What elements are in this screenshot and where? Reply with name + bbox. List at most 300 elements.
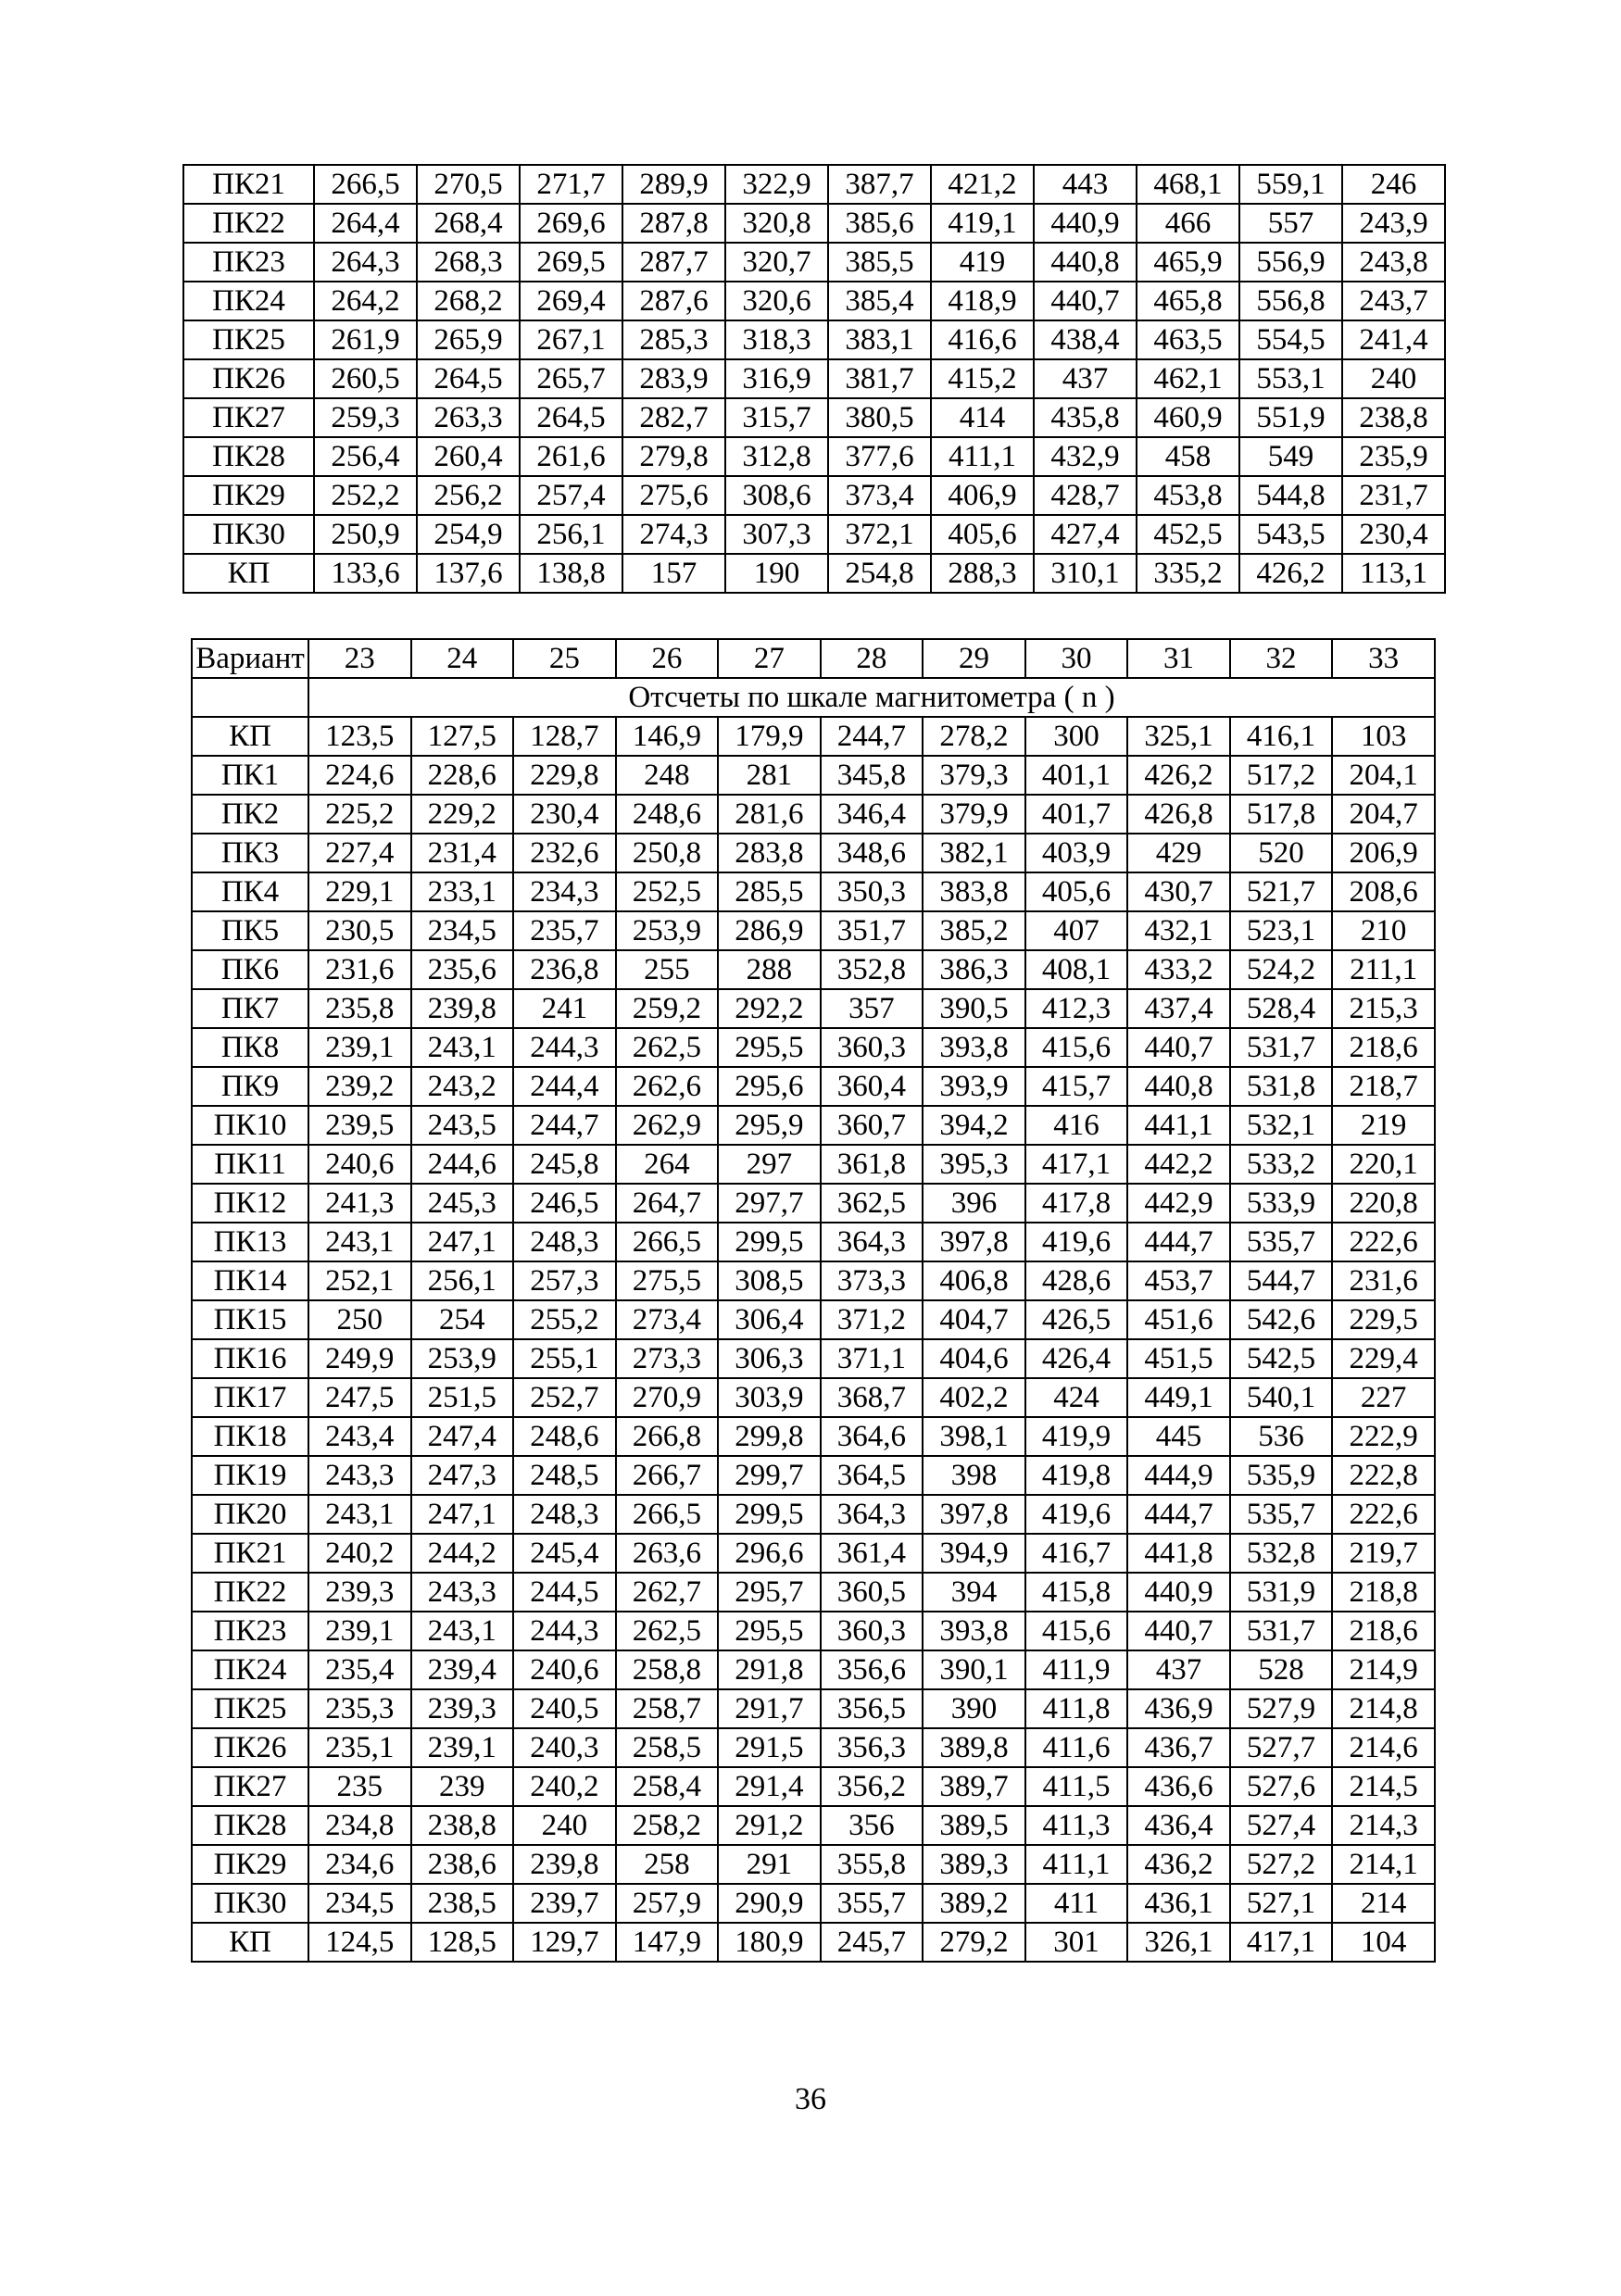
- reading-cell: 303,9: [718, 1378, 821, 1417]
- reading-cell: 465,9: [1137, 243, 1239, 282]
- reading-cell: 437: [1034, 359, 1137, 398]
- reading-cell: 411,9: [1025, 1650, 1128, 1689]
- table-row: [192, 1067, 1435, 1106]
- reading-cell: 250: [308, 1300, 411, 1339]
- reading-cell: 417,8: [1025, 1184, 1128, 1223]
- reading-cell: 398,1: [923, 1417, 1025, 1456]
- reading-cell: 419,6: [1025, 1495, 1128, 1534]
- reading-cell: 269,5: [520, 243, 622, 282]
- reading-cell: 262,7: [616, 1573, 719, 1612]
- reading-cell: 239,3: [308, 1573, 411, 1612]
- reading-cell: 352,8: [821, 950, 924, 989]
- station-label: ПК26: [183, 359, 314, 398]
- reading-cell: 527,4: [1230, 1806, 1333, 1845]
- station-label: ПК30: [183, 515, 314, 554]
- table-row: [192, 1573, 1435, 1612]
- reading-cell: 246,5: [513, 1184, 616, 1223]
- table-row: [183, 243, 1445, 282]
- reading-cell: 312,8: [725, 437, 828, 476]
- reading-cell: 299,8: [718, 1417, 821, 1456]
- reading-cell: 274,3: [622, 515, 725, 554]
- reading-cell: 360,3: [821, 1612, 924, 1650]
- reading-cell: 533,9: [1230, 1184, 1333, 1223]
- reading-cell: 287,8: [622, 204, 725, 243]
- reading-cell: 428,7: [1034, 476, 1137, 515]
- station-label: ПК23: [183, 243, 314, 282]
- table-row: [192, 989, 1435, 1028]
- station-label: ПК28: [183, 437, 314, 476]
- reading-cell: 129,7: [513, 1923, 616, 1962]
- reading-cell: 368,7: [821, 1378, 924, 1417]
- reading-cell: 451,5: [1127, 1339, 1230, 1378]
- reading-cell: 224,6: [308, 756, 411, 795]
- reading-cell: 401,7: [1025, 795, 1128, 834]
- reading-cell: 238,5: [411, 1884, 514, 1923]
- reading-cell: 244,7: [821, 717, 924, 756]
- station-label: ПК24: [192, 1650, 308, 1689]
- reading-cell: 238,6: [411, 1845, 514, 1884]
- reading-cell: 243,1: [411, 1028, 514, 1067]
- reading-cell: 360,7: [821, 1106, 924, 1145]
- reading-cell: 157: [622, 554, 725, 593]
- reading-cell: 444,7: [1127, 1495, 1230, 1534]
- reading-cell: 247,3: [411, 1456, 514, 1495]
- reading-cell: 553,1: [1239, 359, 1342, 398]
- reading-cell: 536: [1230, 1417, 1333, 1456]
- reading-cell: 398: [923, 1456, 1025, 1495]
- reading-cell: 204,1: [1332, 756, 1435, 795]
- reading-cell: 234,5: [308, 1884, 411, 1923]
- table-row: [192, 1689, 1435, 1728]
- reading-cell: 239: [411, 1767, 514, 1806]
- table-row: [192, 1106, 1435, 1145]
- reading-cell: 445: [1127, 1417, 1230, 1456]
- reading-cell: 360,4: [821, 1067, 924, 1106]
- reading-cell: 362,5: [821, 1184, 924, 1223]
- reading-cell: 379,9: [923, 795, 1025, 834]
- reading-cell: 261,9: [314, 320, 417, 359]
- reading-cell: 291,5: [718, 1728, 821, 1767]
- reading-cell: 244,5: [513, 1573, 616, 1612]
- reading-cell: 535,7: [1230, 1495, 1333, 1534]
- page-number: 36: [795, 2082, 826, 2116]
- reading-cell: 301: [1025, 1923, 1128, 1962]
- reading-cell: 373,3: [821, 1261, 924, 1300]
- reading-cell: 364,3: [821, 1223, 924, 1261]
- reading-cell: 315,7: [725, 398, 828, 437]
- reading-cell: 241,3: [308, 1184, 411, 1223]
- reading-cell: 426,8: [1127, 795, 1230, 834]
- reading-cell: 241: [513, 989, 616, 1028]
- reading-cell: 320,7: [725, 243, 828, 282]
- reading-cell: 517,8: [1230, 795, 1333, 834]
- reading-cell: 243,4: [308, 1417, 411, 1456]
- station-label: ПК4: [192, 872, 308, 911]
- reading-cell: 264: [616, 1145, 719, 1184]
- reading-cell: 554,5: [1239, 320, 1342, 359]
- variant-number: 33: [1332, 639, 1435, 678]
- reading-cell: 436,4: [1127, 1806, 1230, 1845]
- table-row: [192, 795, 1435, 834]
- reading-cell: 258,4: [616, 1767, 719, 1806]
- reading-cell: 383,1: [828, 320, 931, 359]
- reading-cell: 249,9: [308, 1339, 411, 1378]
- reading-cell: 239,1: [308, 1028, 411, 1067]
- station-label: ПК11: [192, 1145, 308, 1184]
- station-label: КП: [183, 554, 314, 593]
- reading-cell: 411: [1025, 1884, 1128, 1923]
- reading-cell: 380,5: [828, 398, 931, 437]
- reading-cell: 438,4: [1034, 320, 1137, 359]
- table-row: [183, 398, 1445, 437]
- reading-cell: 345,8: [821, 756, 924, 795]
- reading-cell: 426,4: [1025, 1339, 1128, 1378]
- reading-cell: 350,3: [821, 872, 924, 911]
- table-row: [192, 1145, 1435, 1184]
- reading-cell: 257,9: [616, 1884, 719, 1923]
- reading-cell: 296,6: [718, 1534, 821, 1573]
- reading-cell: 295,7: [718, 1573, 821, 1612]
- reading-cell: 335,2: [1137, 554, 1239, 593]
- reading-cell: 419,6: [1025, 1223, 1128, 1261]
- reading-cell: 218,8: [1332, 1573, 1435, 1612]
- table-row: [192, 1767, 1435, 1806]
- reading-cell: 281: [718, 756, 821, 795]
- reading-cell: 281,6: [718, 795, 821, 834]
- reading-cell: 435,8: [1034, 398, 1137, 437]
- reading-cell: 415,8: [1025, 1573, 1128, 1612]
- table-row: [192, 756, 1435, 795]
- reading-cell: 258,2: [616, 1806, 719, 1845]
- reading-cell: 127,5: [411, 717, 514, 756]
- reading-cell: 411,6: [1025, 1728, 1128, 1767]
- reading-cell: 288: [718, 950, 821, 989]
- reading-cell: 415,7: [1025, 1067, 1128, 1106]
- reading-cell: 300: [1025, 717, 1128, 756]
- station-label: ПК29: [183, 476, 314, 515]
- reading-cell: 264,3: [314, 243, 417, 282]
- station-label: ПК5: [192, 911, 308, 950]
- reading-cell: 279,8: [622, 437, 725, 476]
- reading-cell: 235,8: [308, 989, 411, 1028]
- table-row: [183, 165, 1445, 204]
- reading-cell: 316,9: [725, 359, 828, 398]
- reading-cell: 535,9: [1230, 1456, 1333, 1495]
- reading-cell: 268,4: [417, 204, 520, 243]
- reading-cell: 356,2: [821, 1767, 924, 1806]
- reading-cell: 243,1: [411, 1612, 514, 1650]
- reading-cell: 260,4: [417, 437, 520, 476]
- reading-cell: 287,7: [622, 243, 725, 282]
- reading-cell: 527,6: [1230, 1767, 1333, 1806]
- reading-cell: 243,5: [411, 1106, 514, 1145]
- reading-cell: 373,4: [828, 476, 931, 515]
- reading-cell: 229,2: [411, 795, 514, 834]
- reading-cell: 310,1: [1034, 554, 1137, 593]
- reading-cell: 415,6: [1025, 1612, 1128, 1650]
- station-label: ПК23: [192, 1612, 308, 1650]
- reading-cell: 283,8: [718, 834, 821, 872]
- reading-cell: 458: [1137, 437, 1239, 476]
- reading-cell: 264,5: [520, 398, 622, 437]
- reading-cell: 259,3: [314, 398, 417, 437]
- reading-cell: 295,6: [718, 1067, 821, 1106]
- reading-cell: 243,1: [308, 1495, 411, 1534]
- reading-cell: 265,7: [520, 359, 622, 398]
- reading-cell: 244,7: [513, 1106, 616, 1145]
- reading-cell: 235,3: [308, 1689, 411, 1728]
- reading-cell: 559,1: [1239, 165, 1342, 204]
- table-row: [192, 950, 1435, 989]
- reading-cell: 356,6: [821, 1650, 924, 1689]
- table-row: [192, 1806, 1435, 1845]
- reading-cell: 286,9: [718, 911, 821, 950]
- reading-cell: 401,1: [1025, 756, 1128, 795]
- reading-cell: 222,8: [1332, 1456, 1435, 1495]
- reading-cell: 234,8: [308, 1806, 411, 1845]
- reading-cell: 138,8: [520, 554, 622, 593]
- reading-cell: 404,6: [923, 1339, 1025, 1378]
- reading-cell: 299,7: [718, 1456, 821, 1495]
- reading-cell: 444,9: [1127, 1456, 1230, 1495]
- station-label: ПК28: [192, 1806, 308, 1845]
- reading-cell: 210: [1332, 911, 1435, 950]
- reading-cell: 397,8: [923, 1495, 1025, 1534]
- reading-cell: 389,2: [923, 1884, 1025, 1923]
- reading-cell: 320,8: [725, 204, 828, 243]
- variant-number: 32: [1230, 639, 1333, 678]
- reading-cell: 239,2: [308, 1067, 411, 1106]
- reading-cell: 214,5: [1332, 1767, 1435, 1806]
- reading-cell: 214,9: [1332, 1650, 1435, 1689]
- reading-cell: 235,9: [1342, 437, 1445, 476]
- reading-cell: 463,5: [1137, 320, 1239, 359]
- reading-cell: 551,9: [1239, 398, 1342, 437]
- reading-cell: 236,8: [513, 950, 616, 989]
- reading-cell: 255,2: [513, 1300, 616, 1339]
- reading-cell: 415,6: [1025, 1028, 1128, 1067]
- reading-cell: 364,3: [821, 1495, 924, 1534]
- table-row: [192, 834, 1435, 872]
- reading-cell: 412,3: [1025, 989, 1128, 1028]
- variant-number: 25: [513, 639, 616, 678]
- station-label: ПК16: [192, 1339, 308, 1378]
- reading-cell: 220,8: [1332, 1184, 1435, 1223]
- reading-cell: 247,4: [411, 1417, 514, 1456]
- reading-cell: 433,2: [1127, 950, 1230, 989]
- reading-cell: 248,6: [513, 1417, 616, 1456]
- reading-cell: 405,6: [931, 515, 1034, 554]
- reading-cell: 218,6: [1332, 1612, 1435, 1650]
- reading-cell: 275,5: [616, 1261, 719, 1300]
- table-row: [192, 1534, 1435, 1573]
- reading-cell: 228,6: [411, 756, 514, 795]
- station-label: ПК7: [192, 989, 308, 1028]
- reading-cell: 417,1: [1025, 1145, 1128, 1184]
- reading-cell: 245,7: [821, 1923, 924, 1962]
- reading-cell: 432,9: [1034, 437, 1137, 476]
- reading-cell: 389,8: [923, 1728, 1025, 1767]
- reading-cell: 128,7: [513, 717, 616, 756]
- reading-cell: 520: [1230, 834, 1333, 872]
- reading-cell: 240,6: [308, 1145, 411, 1184]
- reading-cell: 441,1: [1127, 1106, 1230, 1145]
- reading-cell: 264,2: [314, 282, 417, 320]
- reading-cell: 261,6: [520, 437, 622, 476]
- reading-cell: 360,3: [821, 1028, 924, 1067]
- reading-cell: 244,6: [411, 1145, 514, 1184]
- station-label: ПК18: [192, 1417, 308, 1456]
- reading-cell: 371,1: [821, 1339, 924, 1378]
- reading-cell: 262,9: [616, 1106, 719, 1145]
- reading-cell: 247,1: [411, 1495, 514, 1534]
- reading-cell: 243,9: [1342, 204, 1445, 243]
- reading-cell: 440,7: [1034, 282, 1137, 320]
- reading-cell: 348,6: [821, 834, 924, 872]
- reading-cell: 426,5: [1025, 1300, 1128, 1339]
- reading-cell: 251,5: [411, 1378, 514, 1417]
- reading-cell: 248,3: [513, 1223, 616, 1261]
- reading-cell: 244,2: [411, 1534, 514, 1573]
- reading-cell: 257,3: [513, 1261, 616, 1300]
- reading-cell: 289,9: [622, 165, 725, 204]
- reading-cell: 266,5: [314, 165, 417, 204]
- reading-cell: 411,1: [1025, 1845, 1128, 1884]
- reading-cell: 440,9: [1127, 1573, 1230, 1612]
- reading-cell: 269,6: [520, 204, 622, 243]
- reading-cell: 531,8: [1230, 1067, 1333, 1106]
- variant-number: 26: [616, 639, 719, 678]
- reading-cell: 137,6: [417, 554, 520, 593]
- reading-cell: 394,2: [923, 1106, 1025, 1145]
- reading-cell: 248,3: [513, 1495, 616, 1534]
- reading-cell: 320,6: [725, 282, 828, 320]
- reading-cell: 206,9: [1332, 834, 1435, 872]
- reading-cell: 147,9: [616, 1923, 719, 1962]
- reading-cell: 436,6: [1127, 1767, 1230, 1806]
- reading-cell: 243,8: [1342, 243, 1445, 282]
- reading-cell: 239,3: [411, 1689, 514, 1728]
- reading-cell: 282,7: [622, 398, 725, 437]
- reading-cell: 275,6: [622, 476, 725, 515]
- reading-cell: 408,1: [1025, 950, 1128, 989]
- reading-cell: 258: [616, 1845, 719, 1884]
- reading-cell: 404,7: [923, 1300, 1025, 1339]
- station-label: ПК24: [183, 282, 314, 320]
- table-row: [192, 1495, 1435, 1534]
- reading-cell: 523,1: [1230, 911, 1333, 950]
- reading-cell: 252,5: [616, 872, 719, 911]
- reading-cell: 393,9: [923, 1067, 1025, 1106]
- reading-cell: 235: [308, 1767, 411, 1806]
- reading-cell: 517,2: [1230, 756, 1333, 795]
- reading-cell: 437: [1127, 1650, 1230, 1689]
- station-label: ПК6: [192, 950, 308, 989]
- reading-cell: 532,8: [1230, 1534, 1333, 1573]
- reading-cell: 230,5: [308, 911, 411, 950]
- reading-cell: 234,5: [411, 911, 514, 950]
- reading-cell: 527,1: [1230, 1884, 1333, 1923]
- reading-cell: 222,9: [1332, 1417, 1435, 1456]
- reading-cell: 440,8: [1034, 243, 1137, 282]
- reading-cell: 385,4: [828, 282, 931, 320]
- reading-cell: 442,2: [1127, 1145, 1230, 1184]
- reading-cell: 245,3: [411, 1184, 514, 1223]
- table-row: [192, 1728, 1435, 1767]
- reading-cell: 231,6: [1332, 1261, 1435, 1300]
- variant-number: 24: [411, 639, 514, 678]
- table-row: [192, 717, 1435, 756]
- reading-cell: 325,1: [1127, 717, 1230, 756]
- reading-cell: 252,1: [308, 1261, 411, 1300]
- reading-cell: 468,1: [1137, 165, 1239, 204]
- reading-cell: 535,7: [1230, 1223, 1333, 1261]
- reading-cell: 466: [1137, 204, 1239, 243]
- reading-cell: 250,8: [616, 834, 719, 872]
- reading-cell: 267,1: [520, 320, 622, 359]
- reading-cell: 426,2: [1127, 756, 1230, 795]
- reading-cell: 440,7: [1127, 1028, 1230, 1067]
- reading-cell: 219: [1332, 1106, 1435, 1145]
- reading-cell: 245,4: [513, 1534, 616, 1573]
- reading-cell: 248,5: [513, 1456, 616, 1495]
- reading-cell: 390,5: [923, 989, 1025, 1028]
- reading-cell: 443: [1034, 165, 1137, 204]
- reading-cell: 361,4: [821, 1534, 924, 1573]
- reading-cell: 390: [923, 1689, 1025, 1728]
- reading-cell: 243,3: [411, 1573, 514, 1612]
- station-label: ПК21: [183, 165, 314, 204]
- table-row: [183, 282, 1445, 320]
- reading-cell: 427,4: [1034, 515, 1137, 554]
- variant-header-label: Вариант: [192, 639, 308, 678]
- reading-cell: 266,5: [616, 1223, 719, 1261]
- reading-cell: 248,6: [616, 795, 719, 834]
- reading-cell: 527,7: [1230, 1728, 1333, 1767]
- reading-cell: 533,2: [1230, 1145, 1333, 1184]
- reading-cell: 287,6: [622, 282, 725, 320]
- reading-cell: 440,9: [1034, 204, 1137, 243]
- reading-cell: 227,4: [308, 834, 411, 872]
- reading-cell: 123,5: [308, 717, 411, 756]
- reading-cell: 306,3: [718, 1339, 821, 1378]
- table-row: [192, 1612, 1435, 1650]
- reading-cell: 291,2: [718, 1806, 821, 1845]
- reading-cell: 444,7: [1127, 1223, 1230, 1261]
- reading-cell: 356,5: [821, 1689, 924, 1728]
- table-row: [192, 872, 1435, 911]
- reading-cell: 306,4: [718, 1300, 821, 1339]
- reading-cell: 318,3: [725, 320, 828, 359]
- reading-cell: 257,4: [520, 476, 622, 515]
- reading-cell: 220,1: [1332, 1145, 1435, 1184]
- reading-cell: 436,2: [1127, 1845, 1230, 1884]
- reading-cell: 542,5: [1230, 1339, 1333, 1378]
- reading-cell: 235,6: [411, 950, 514, 989]
- reading-cell: 254: [411, 1300, 514, 1339]
- table-row: [192, 1923, 1435, 1962]
- reading-cell: 419: [931, 243, 1034, 282]
- reading-cell: 133,6: [314, 554, 417, 593]
- reading-cell: 255,1: [513, 1339, 616, 1378]
- reading-cell: 254,8: [828, 554, 931, 593]
- reading-cell: 266,7: [616, 1456, 719, 1495]
- reading-cell: 256,1: [520, 515, 622, 554]
- reading-cell: 231,6: [308, 950, 411, 989]
- station-label: ПК10: [192, 1106, 308, 1145]
- station-label: ПК19: [192, 1456, 308, 1495]
- reading-cell: 256,1: [411, 1261, 514, 1300]
